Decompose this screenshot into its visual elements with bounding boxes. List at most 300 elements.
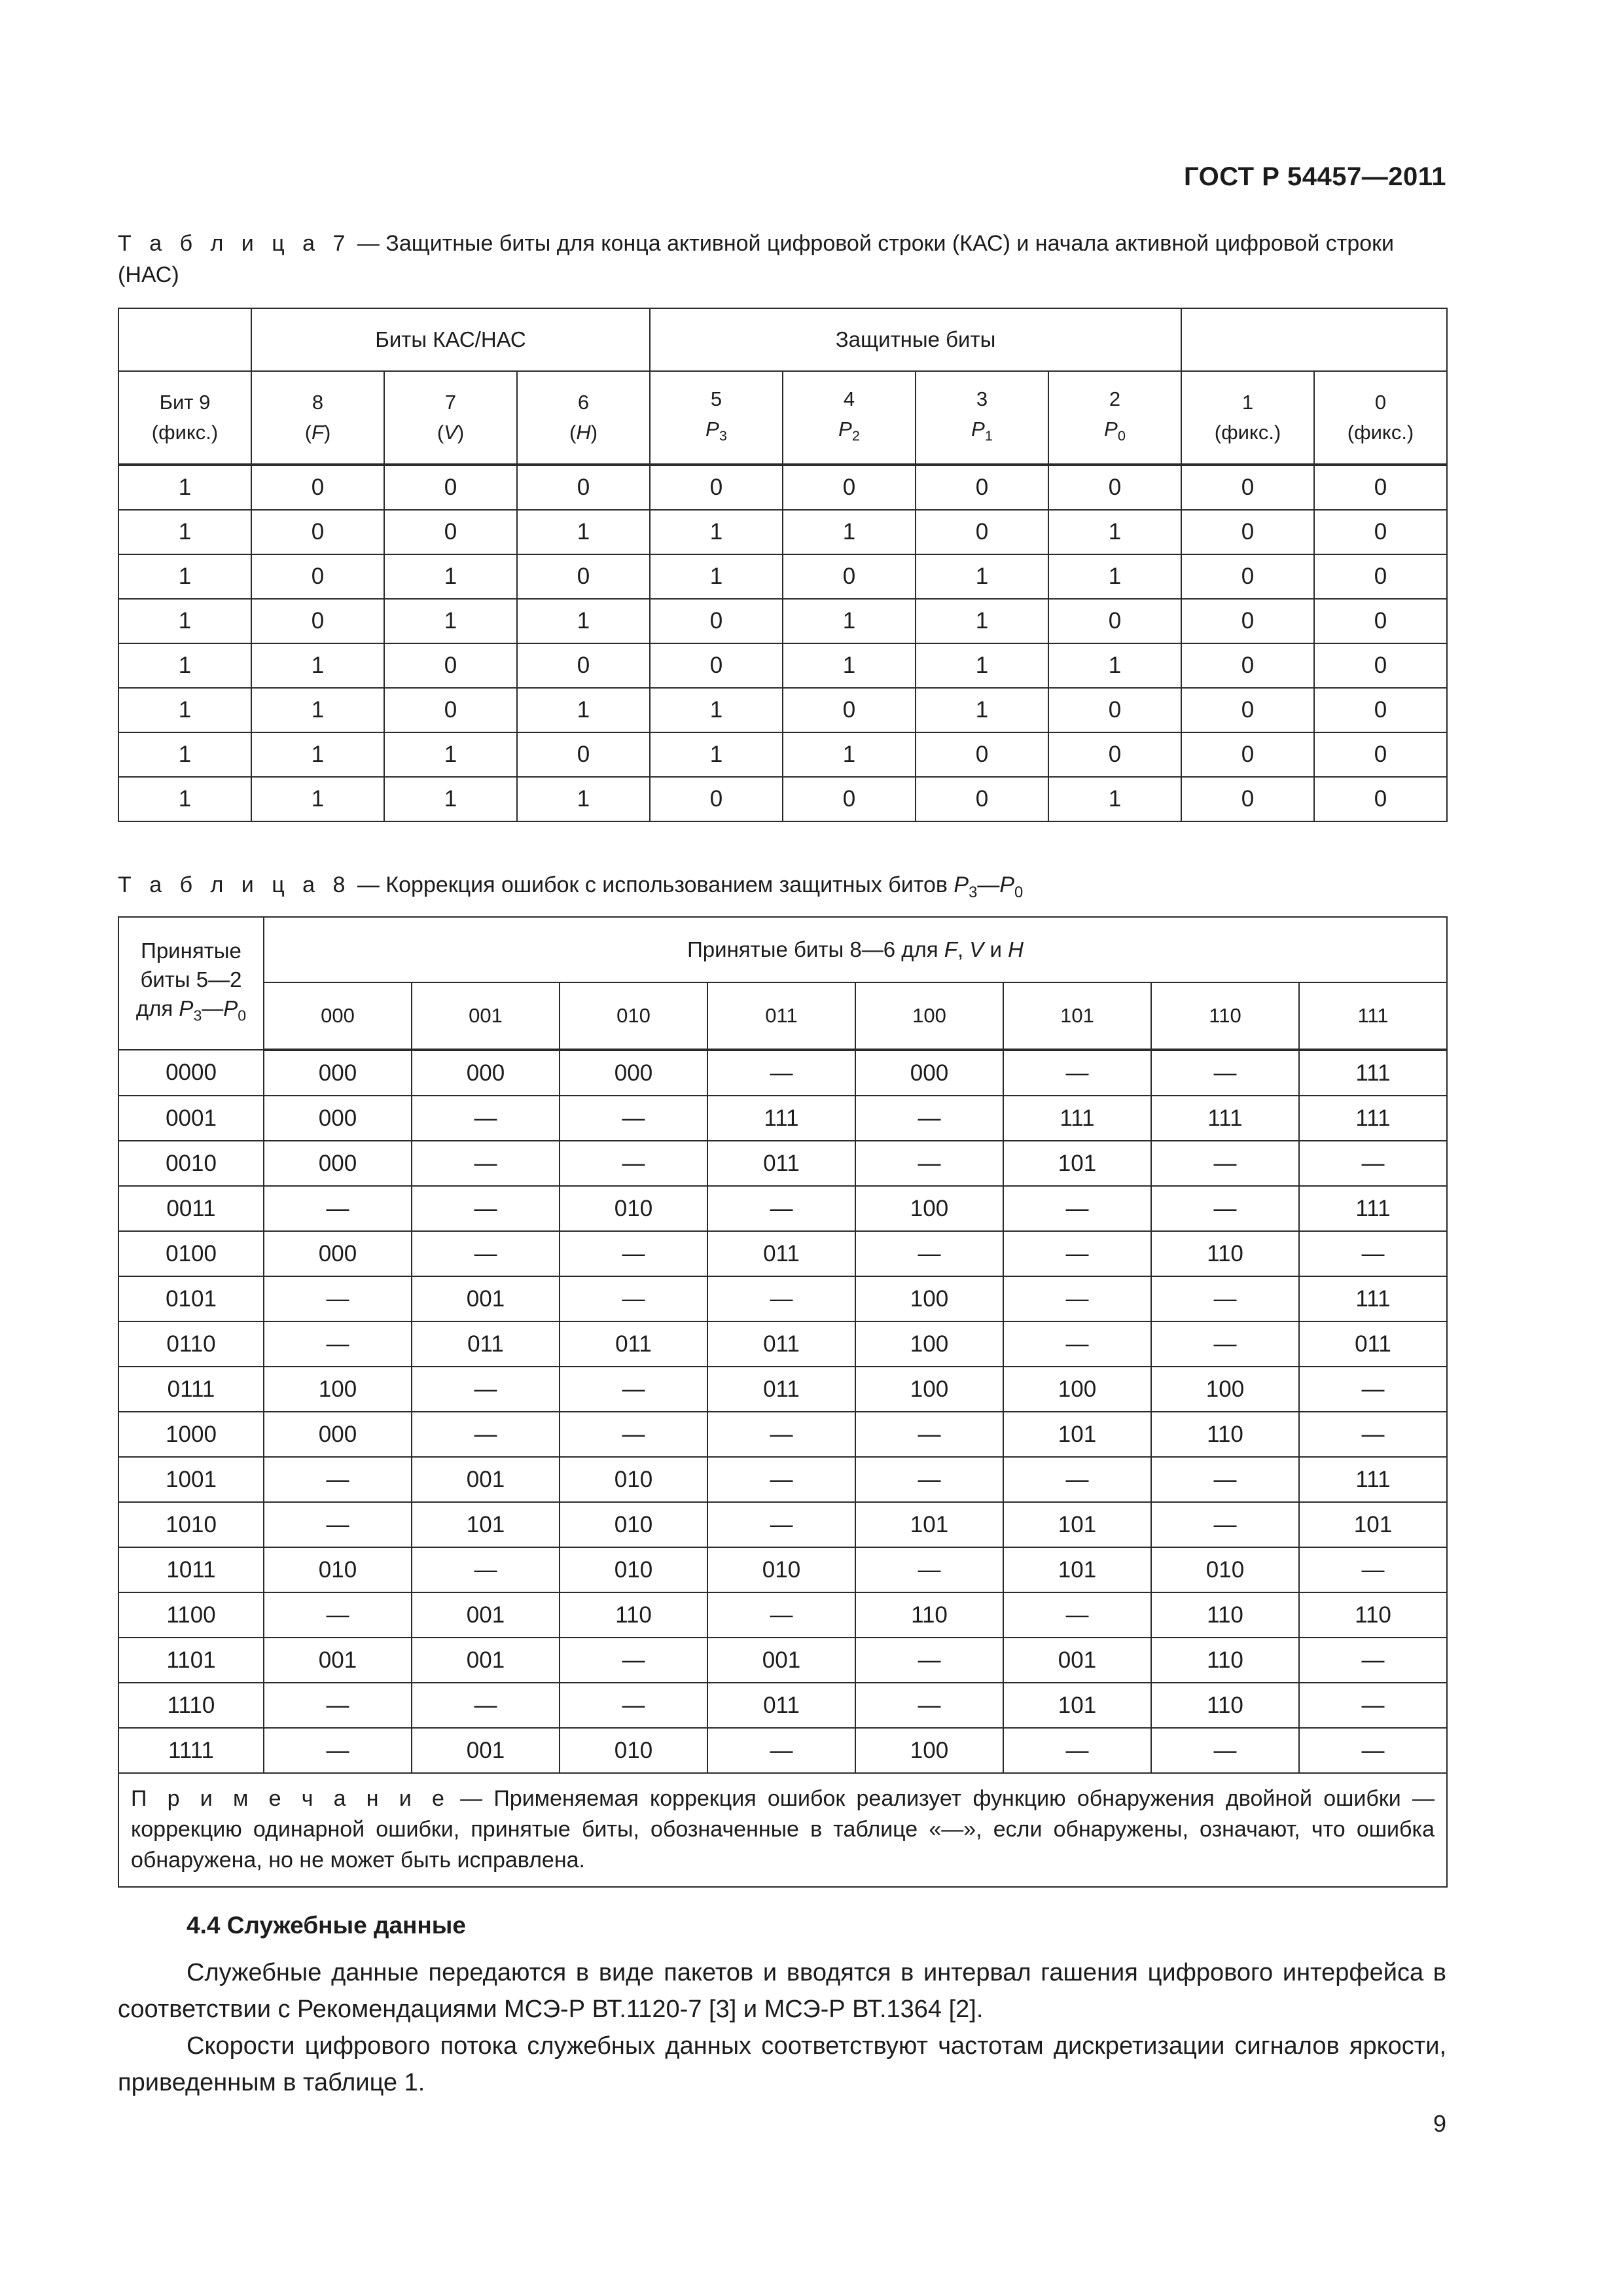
table-cell: 0 (650, 643, 783, 688)
table-cell: 001 (412, 1592, 560, 1638)
table-cell: 1 (650, 732, 783, 777)
table7-column-number: 6 (577, 391, 590, 414)
table-cell: 011 (707, 1683, 855, 1728)
table8-column-header: 101 (1003, 982, 1151, 1050)
table8-row-key: 0110 (118, 1321, 264, 1367)
table-cell: 001 (412, 1638, 560, 1683)
table-cell: — (855, 1141, 1003, 1186)
table-cell: 001 (1003, 1638, 1151, 1683)
table-cell: — (264, 1457, 412, 1502)
table-row (118, 1683, 1447, 1728)
table-cell: 1 (517, 777, 650, 821)
table-row (118, 599, 1447, 643)
table-cell: — (1151, 1050, 1299, 1096)
table-cell: 000 (264, 1231, 412, 1276)
table-row (118, 1728, 1447, 1773)
table-row (118, 1592, 1447, 1638)
table-cell: 0 (1314, 688, 1447, 732)
table-cell: 1 (916, 643, 1048, 688)
table-cell: 001 (412, 1276, 560, 1321)
table-cell: — (560, 1096, 707, 1141)
table-cell: 0 (1314, 465, 1447, 510)
table8-row-key: 1110 (118, 1683, 264, 1728)
table-cell: 011 (412, 1321, 560, 1367)
table-cell: — (1299, 1367, 1447, 1412)
table-cell: 0 (1314, 510, 1447, 554)
table-cell: 0 (1314, 777, 1447, 821)
table-cell: — (1299, 1231, 1447, 1276)
table-cell: 0 (251, 510, 384, 554)
table-cell: — (1299, 1638, 1447, 1683)
table8-column-header: 010 (560, 982, 707, 1050)
table-cell: — (707, 1502, 855, 1547)
table-row (118, 643, 1447, 688)
table-cell: 1 (251, 643, 384, 688)
table-cell: — (707, 1457, 855, 1502)
table-row (118, 510, 1447, 554)
table-cell: — (560, 1412, 707, 1457)
table-cell: 0 (517, 554, 650, 599)
table-cell: 100 (264, 1367, 412, 1412)
table7-column-header (251, 371, 384, 465)
table-cell: 1 (118, 510, 251, 554)
table-cell: 000 (264, 1096, 412, 1141)
table-cell: — (560, 1367, 707, 1412)
table-cell: 1 (1048, 643, 1181, 688)
table-cell: 1 (384, 732, 517, 777)
table7-group-kas: Биты КАС/НАС (251, 308, 650, 371)
table-cell: — (264, 1276, 412, 1321)
table-cell: 1 (118, 777, 251, 821)
table-row (118, 1186, 1447, 1231)
table8-row-key: 1000 (118, 1412, 264, 1457)
table-cell: 1 (916, 554, 1048, 599)
table7-column-header (916, 371, 1048, 465)
table-cell: 011 (707, 1231, 855, 1276)
table-cell: 100 (855, 1186, 1003, 1231)
table-cell: 111 (1299, 1457, 1447, 1502)
table-row (118, 554, 1447, 599)
section-paragraph-1: Служебные данные передаются в виде пакетов и вводятся в интервал гашения цифрового интерфейса в соответствии с Рекомендациями МСЭ-Р ВТ.1120-7 [3] и МСЭ-Р ВТ.1364 [2]. (118, 1959, 1446, 2023)
page-number: 9 (1433, 2110, 1446, 2137)
table-cell: 000 (264, 1141, 412, 1186)
table-cell: 010 (560, 1457, 707, 1502)
table-cell: 0 (1314, 732, 1447, 777)
table7-column-symbol: (H) (569, 421, 598, 444)
table8-column-header: 011 (707, 982, 855, 1050)
table-cell: 0 (650, 777, 783, 821)
table7-column-number: 7 (444, 391, 457, 414)
table-cell: — (855, 1231, 1003, 1276)
table-cell: 0 (1181, 732, 1314, 777)
table8-caption-text: — Коррекция ошибок с использованием защитных битов $P_3—P_0$ (351, 872, 1024, 901)
table7-column-header (384, 371, 517, 465)
table-cell: 0 (1181, 688, 1314, 732)
table-row (118, 1638, 1447, 1683)
table-cell: — (855, 1547, 1003, 1592)
table-cell: — (412, 1412, 560, 1457)
table8-row-key: 1111 (118, 1728, 264, 1773)
table-cell: — (412, 1141, 560, 1186)
section-title: 4.4 Служебные данные (187, 1912, 466, 1939)
table-cell: 011 (707, 1367, 855, 1412)
table-cell: 1 (251, 688, 384, 732)
table-cell: 000 (560, 1050, 707, 1096)
table-cell: 1 (783, 732, 916, 777)
table8-row-key: 1100 (118, 1592, 264, 1638)
table-cell: — (560, 1276, 707, 1321)
table-cell: 111 (1299, 1276, 1447, 1321)
table7-column-number: 0 (1374, 391, 1387, 414)
table-cell: 110 (1151, 1231, 1299, 1276)
table7-column-number: 8 (312, 391, 324, 414)
table-row (118, 1141, 1447, 1186)
table7-caption (118, 228, 1446, 291)
table8-row-key: 0011 (118, 1186, 264, 1231)
table-cell: 1 (118, 554, 251, 599)
table8-caption-label: Т а б л и ц а 8 (118, 872, 351, 897)
table-cell: — (412, 1096, 560, 1141)
table-cell: 0 (1048, 465, 1181, 510)
table-cell: 110 (855, 1592, 1003, 1638)
table8-column-header: 110 (1151, 982, 1299, 1050)
table-cell: 1 (916, 688, 1048, 732)
standard-header: ГОСТ Р 54457—2011 (1184, 162, 1446, 191)
table7-group-empty (1181, 308, 1447, 371)
table-cell: 101 (1003, 1683, 1151, 1728)
table-cell: 111 (1299, 1186, 1447, 1231)
table-cell: 1 (783, 643, 916, 688)
table-cell: 0 (517, 732, 650, 777)
table-cell: — (1151, 1502, 1299, 1547)
table-cell: 1 (384, 777, 517, 821)
table-cell: 0 (1048, 599, 1181, 643)
table-cell: 110 (560, 1592, 707, 1638)
table-cell: — (1003, 1231, 1151, 1276)
table-cell: 101 (1003, 1141, 1151, 1186)
table-cell: 100 (855, 1728, 1003, 1773)
table-row (118, 1231, 1447, 1276)
table-cell: — (264, 1592, 412, 1638)
table-cell: 100 (1003, 1367, 1151, 1412)
table-cell: 0 (1181, 599, 1314, 643)
table-row (118, 1367, 1447, 1412)
table-cell: 0 (916, 732, 1048, 777)
table-cell: 111 (1299, 1050, 1447, 1096)
table-cell: 1 (517, 510, 650, 554)
table-cell: — (707, 1186, 855, 1231)
table-cell: 010 (560, 1502, 707, 1547)
table-cell: — (855, 1457, 1003, 1502)
table-cell: 0 (251, 599, 384, 643)
table-cell: — (1299, 1141, 1447, 1186)
table-cell: 100 (855, 1276, 1003, 1321)
table-cell: — (707, 1592, 855, 1638)
table-cell: 001 (264, 1638, 412, 1683)
table-cell: 001 (412, 1728, 560, 1773)
table-cell: 1 (517, 688, 650, 732)
table8-row-key: 0000 (118, 1050, 264, 1096)
table-cell: — (1299, 1412, 1447, 1457)
table-cell: 010 (560, 1547, 707, 1592)
table-cell: 010 (1151, 1547, 1299, 1592)
table-cell: 0 (1181, 554, 1314, 599)
table-cell: — (855, 1412, 1003, 1457)
table-cell: 110 (1151, 1412, 1299, 1457)
table-cell: — (560, 1638, 707, 1683)
table-cell: 010 (560, 1728, 707, 1773)
table7-column-symbol: (V) (437, 421, 465, 444)
table7-column-symbol: $P_0$ (1104, 417, 1126, 444)
table-cell: 0 (384, 510, 517, 554)
table-cell: — (412, 1683, 560, 1728)
table7-column-number: Бит 9 (159, 391, 211, 414)
table-row (118, 1502, 1447, 1547)
table-cell: — (1299, 1683, 1447, 1728)
table-cell: 0 (1314, 599, 1447, 643)
table-cell: 001 (412, 1457, 560, 1502)
table-cell: 101 (1003, 1502, 1151, 1547)
table7-column-symbol: $P_1$ (971, 417, 993, 444)
table8-row-key: 1010 (118, 1502, 264, 1547)
table-cell: — (264, 1186, 412, 1231)
table-cell: — (1299, 1728, 1447, 1773)
table-cell: — (1003, 1321, 1151, 1367)
table8 (118, 916, 1448, 1888)
table7-column-number: 4 (843, 387, 855, 410)
table-cell: 101 (1299, 1502, 1447, 1547)
table-cell: — (855, 1683, 1003, 1728)
table-cell: 0 (251, 465, 384, 510)
table-row (118, 1276, 1447, 1321)
table-cell: — (1003, 1276, 1151, 1321)
table-cell: — (412, 1547, 560, 1592)
table7-corner-cell (118, 308, 251, 371)
table-cell: 100 (855, 1321, 1003, 1367)
table-row (118, 465, 1447, 510)
table-cell: — (264, 1728, 412, 1773)
table-cell: — (1151, 1728, 1299, 1773)
table-row (118, 1321, 1447, 1367)
table-cell: 1 (118, 688, 251, 732)
table-cell: 1 (118, 732, 251, 777)
table-cell: — (1151, 1321, 1299, 1367)
table-row (118, 777, 1447, 821)
table7-column-header (650, 371, 783, 465)
table-row (118, 1457, 1447, 1502)
table-cell: 1 (783, 510, 916, 554)
table-cell: 0 (783, 554, 916, 599)
table-cell: 101 (1003, 1547, 1151, 1592)
table8-note-text: — Применяемая коррекция ошибок реализует функцию обнаружения двойной ошибки — коррекцию одинарной ошибки, принятые биты, обозначенные в таблице «—», если обнаружены, означают, что ошибка обнаружена, но не может быть исправлена. (131, 1785, 1435, 1873)
table8-group-header: Принятые биты 8—6 для F, V и H (264, 917, 1447, 982)
table-cell: 0 (1181, 777, 1314, 821)
table8-row-key: 1001 (118, 1457, 264, 1502)
table-row (118, 1412, 1447, 1457)
table-cell: 0 (783, 777, 916, 821)
table-cell: — (1003, 1050, 1151, 1096)
table-cell: 111 (1151, 1096, 1299, 1141)
table-cell: 111 (707, 1096, 855, 1141)
table-cell: 110 (1299, 1592, 1447, 1638)
table-cell: 1 (384, 599, 517, 643)
table-cell: — (264, 1321, 412, 1367)
table7-column-symbol: (фикс.) (1347, 421, 1414, 444)
table-cell: 0 (1048, 688, 1181, 732)
table-cell: 1 (916, 599, 1048, 643)
table-cell: 100 (855, 1367, 1003, 1412)
table7-column-number: 3 (976, 387, 988, 410)
table-cell: 1 (650, 688, 783, 732)
table-cell: 0 (1181, 643, 1314, 688)
table-cell: 1 (118, 599, 251, 643)
table-cell: — (1299, 1547, 1447, 1592)
table-cell: 0 (517, 465, 650, 510)
table7-column-header (1181, 371, 1314, 465)
table-cell: 0 (1048, 732, 1181, 777)
table-cell: 101 (412, 1502, 560, 1547)
table-cell: — (264, 1502, 412, 1547)
table-cell: — (1151, 1276, 1299, 1321)
table-cell: 011 (560, 1321, 707, 1367)
table-cell: 011 (707, 1321, 855, 1367)
table-cell: 1 (783, 599, 916, 643)
table-cell: 011 (707, 1141, 855, 1186)
table-cell: 0 (783, 465, 916, 510)
table7 (118, 308, 1448, 822)
table-cell: 0 (517, 643, 650, 688)
table7-caption-text: — Защитные биты для конца активной цифровой строки (КАС) и начала активной цифровой строки (НАС) (118, 231, 1395, 287)
table-row (118, 1096, 1447, 1141)
table-cell: — (1003, 1592, 1151, 1638)
table-cell: — (1003, 1186, 1151, 1231)
table8-row-key: 1011 (118, 1547, 264, 1592)
table8-column-header: 111 (1299, 982, 1447, 1050)
table-cell: 000 (264, 1050, 412, 1096)
table7-column-symbol: $P_3$ (705, 417, 727, 444)
table-cell: 0 (1181, 465, 1314, 510)
table7-column-symbol: (F) (304, 421, 331, 444)
table-cell: — (707, 1728, 855, 1773)
table-cell: — (412, 1231, 560, 1276)
table-cell: 101 (1003, 1412, 1151, 1457)
table-cell: 110 (1151, 1683, 1299, 1728)
table-cell: — (560, 1231, 707, 1276)
table-cell: — (855, 1638, 1003, 1683)
table8-column-header: 100 (855, 982, 1003, 1050)
table-cell: 100 (1151, 1367, 1299, 1412)
table-cell: 1 (251, 732, 384, 777)
table8-row-key: 0001 (118, 1096, 264, 1141)
table8-row-key: 0101 (118, 1276, 264, 1321)
table-cell: 011 (1299, 1321, 1447, 1367)
table-cell: 0 (783, 688, 916, 732)
table-cell: 110 (1151, 1592, 1299, 1638)
table-cell: — (560, 1141, 707, 1186)
table7-column-header (1048, 371, 1181, 465)
table7-group-protect: Защитные биты (650, 308, 1181, 371)
table8-column-header: 001 (412, 982, 560, 1050)
table-cell: 000 (412, 1050, 560, 1096)
table-cell: 0 (1314, 554, 1447, 599)
table-cell: 1 (1048, 510, 1181, 554)
table-cell: — (1151, 1141, 1299, 1186)
table-cell: 1 (118, 465, 251, 510)
table-cell: 000 (264, 1412, 412, 1457)
table-cell: 1 (384, 554, 517, 599)
table-cell: 000 (855, 1050, 1003, 1096)
table-cell: — (1151, 1186, 1299, 1231)
table-cell: 0 (1181, 510, 1314, 554)
table-cell: 0 (916, 510, 1048, 554)
table-cell: — (707, 1050, 855, 1096)
table-row (118, 688, 1447, 732)
table-cell: 101 (855, 1502, 1003, 1547)
table-cell: 010 (264, 1547, 412, 1592)
table-cell: — (707, 1412, 855, 1457)
table-cell: 111 (1299, 1096, 1447, 1141)
table7-column-number: 5 (710, 387, 722, 410)
table8-note (118, 1773, 1447, 1887)
table8-row-key: 1101 (118, 1638, 264, 1683)
table-cell: — (855, 1096, 1003, 1141)
table-cell: 0 (916, 465, 1048, 510)
table-cell: 0 (384, 465, 517, 510)
table8-row-key: 0111 (118, 1367, 264, 1412)
table-cell: 0 (1314, 643, 1447, 688)
table-cell: 010 (707, 1547, 855, 1592)
section-paragraph-2: Скорости цифрового потока служебных данных соответствуют частотам дискретизации сигналов яркости, приведенным в таблице 1. (118, 2032, 1446, 2096)
table-cell: — (412, 1367, 560, 1412)
table7-column-symbol: (фикс.) (1214, 421, 1281, 444)
table-cell: — (264, 1683, 412, 1728)
table-cell: 010 (560, 1186, 707, 1231)
table8-row-key: 0100 (118, 1231, 264, 1276)
table-cell: 110 (1151, 1638, 1299, 1683)
table-cell: 1 (1048, 554, 1181, 599)
table7-column-header (783, 371, 916, 465)
table-cell: 1 (650, 554, 783, 599)
table-row (118, 732, 1447, 777)
table-cell: 0 (650, 465, 783, 510)
table-cell: 1 (650, 510, 783, 554)
table7-column-header (118, 371, 251, 465)
table-cell: 1 (1048, 777, 1181, 821)
table8-note-label: П р и м е ч а н и е (131, 1785, 449, 1811)
table-cell: 111 (1003, 1096, 1151, 1141)
table-cell: 1 (118, 643, 251, 688)
table-cell: — (707, 1276, 855, 1321)
table-cell: 1 (251, 777, 384, 821)
table-cell: 0 (916, 777, 1048, 821)
table7-column-number: 2 (1109, 387, 1121, 410)
table7-column-header (1314, 371, 1447, 465)
table7-column-symbol: (фикс.) (151, 421, 219, 444)
table-cell: 0 (650, 599, 783, 643)
table8-row-header: Принятые биты 5—2 для $P_3—P_0$ (118, 917, 264, 1050)
table-row (118, 1050, 1447, 1096)
table8-caption (118, 869, 1446, 908)
table-cell: — (1151, 1457, 1299, 1502)
table7-column-number: 1 (1241, 391, 1254, 414)
table-cell: — (560, 1683, 707, 1728)
table-row (118, 1547, 1447, 1592)
table-cell: 0 (251, 554, 384, 599)
table-cell: 0 (384, 688, 517, 732)
table-cell: 0 (384, 643, 517, 688)
table-cell: — (1003, 1457, 1151, 1502)
table-cell: 1 (517, 599, 650, 643)
